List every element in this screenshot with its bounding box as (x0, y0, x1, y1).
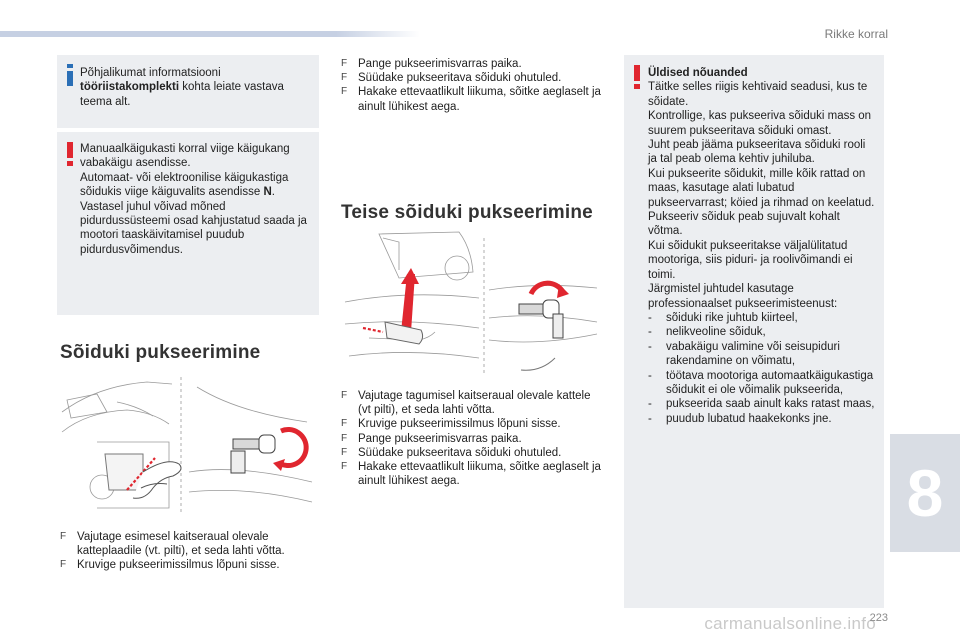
list-item (341, 85, 601, 113)
rear-towing-illustration (339, 228, 601, 378)
list-item-text: nelikveoline sõiduk, (666, 326, 766, 339)
chapter-tab (890, 434, 960, 552)
advice-paragraph: Kontrollige, kas pukseeriva sõiduki mass on suurem pukseeritava sõiduki omast. (648, 110, 872, 137)
list-item (60, 530, 310, 558)
watermark: carmanualsonline.info (704, 614, 876, 633)
chapter-number: 8 (906, 456, 944, 530)
list-item (341, 389, 601, 417)
step-text: Vajutage esimesel kaitseraual olevale katteplaadile (vt. pilti), et seda lahti võtta. (77, 531, 285, 558)
list-item-text: töötava mootoriga automaatkäigukastiga sõidukit ei ole võimalik pukseerida, (666, 369, 874, 396)
list-item (341, 417, 601, 431)
warning-paragraph: Vastasel juhul võivad mõned pidurdussüsteemi osad kahjustatud saada ja mootori taaskäivitamisel puudub pidurdusvõimendus. (80, 200, 307, 256)
warning-box (57, 132, 319, 315)
section-title: Teise sõiduki pukseerimine (341, 202, 593, 223)
general-advice-heading: Üldised nõuanded (648, 67, 748, 79)
step-text: Hakake ettevaatlikult liikuma, sõitke aeglaselt ja ainult lühikest aega. (358, 86, 601, 113)
advice-paragraph: Pukseeriv sõiduk peab sujuvalt kohalt võtma. (648, 211, 840, 238)
list-item (341, 432, 601, 446)
section-title: Sõiduki pukseerimine (60, 342, 261, 363)
step-text: Süüdake pukseeritava sõiduki ohutuled. (358, 72, 562, 85)
advice-paragraph: Järgmistel juhtudel kasutage professionaalset pukseerimisteenust: (648, 283, 838, 310)
info-text-rest: kohta leiate vastava teema alt. (80, 81, 284, 108)
warning-text: . (271, 186, 275, 199)
general-advice-text (648, 66, 876, 426)
warning-paragraph: Manuaalkäigukasti korral viige käigukang vabakäigu asendisse. (80, 143, 290, 170)
list-item-text: sõiduki rike juhtub kiirteel, (666, 311, 798, 324)
warning-icon (634, 65, 640, 89)
step-text: Kruvige pukseerimissilmus lõpuni sisse. (77, 559, 280, 572)
list-item (341, 71, 601, 85)
section2-intro-steps (341, 57, 601, 114)
page-number: 223 (869, 612, 888, 624)
list-item (60, 558, 310, 572)
professional-service-list (648, 311, 876, 426)
dash-marker: - (648, 340, 652, 353)
advice-paragraph: Täitke selles riigis kehtivaid seadusi, kus te sõidate. (648, 81, 868, 108)
list-item (341, 57, 601, 71)
bullet-icon: F (60, 531, 67, 542)
chapter-title: Rikke korral (824, 27, 888, 41)
list-item (341, 446, 601, 460)
dash-marker: - (648, 326, 652, 339)
list-item-text: vabakäigu valimine või seisupiduri rakendamine on võimatu, (666, 340, 840, 368)
list-item-text: pukseerida saab ainult kaks ratast maas, (666, 398, 875, 411)
list-item (648, 369, 876, 398)
list-item (648, 325, 876, 339)
list-item-text: puudub lubatud haakekonks jne. (666, 412, 832, 425)
header-accent-bar (0, 31, 420, 37)
step-text: Pange pukseerimisvarras paika. (358, 58, 522, 70)
bullet-icon: F (341, 446, 348, 458)
warning-paragraph (80, 171, 311, 200)
info-box (57, 55, 319, 128)
warning-text: Automaat- või elektroonilise käigukastiga sõidukis viige käiguvalits asendisse (80, 171, 289, 199)
step-text: Pange pukseerimisvarras paika. (358, 432, 522, 445)
bullet-icon: F (341, 461, 348, 473)
info-text-bold: tööriistakomplekti (80, 81, 180, 94)
dash-marker: - (648, 369, 652, 382)
bullet-icon: F (341, 58, 348, 69)
warning-box-text (80, 142, 311, 257)
advice-paragraph: Kui sõidukit pukseeritakse väljalülitatud mootoriga, siis piduri- ja roolivõimandi ei toimi. (648, 239, 853, 281)
front-towing-illustration (57, 372, 319, 518)
general-advice-box (624, 55, 884, 608)
bullet-icon: F (60, 559, 67, 571)
step-text: Süüdake pukseeritava sõiduki ohutuled. (358, 446, 562, 459)
info-text-line: Põhjalikumat informatsiooni (80, 67, 221, 79)
advice-paragraph: Kui pukseerite sõidukit, mille kõik rattad on maas, kasutage alati lubatud pukseervarrast; köied ja rihmad on keelatud. (648, 167, 875, 209)
list-item (648, 340, 876, 369)
section2-steps (341, 389, 601, 488)
bullet-icon: F (341, 432, 348, 444)
step-text: Hakake ettevaatlikult liikuma, sõitke aeglaselt ja ainult lühikest aega. (358, 461, 601, 488)
advice-paragraph: Juht peab jääma pukseeritava sõiduki rooli ja tal peab olema kehtiv juhiluba. (648, 139, 866, 166)
bullet-icon: F (341, 418, 348, 430)
section1-steps (60, 530, 310, 573)
warning-icon (67, 142, 73, 166)
dash-marker: - (648, 398, 652, 411)
list-item (648, 412, 876, 426)
dash-marker: - (648, 412, 652, 425)
step-text: Kruvige pukseerimissilmus lõpuni sisse. (358, 418, 561, 431)
step-text: Vajutage tagumisel kaitseraual olevale kattele (vt pilti), et seda lahti võtta. (358, 390, 591, 417)
info-icon (67, 64, 73, 86)
dash-marker: - (648, 311, 652, 324)
info-box-text (80, 66, 311, 109)
bullet-icon: F (341, 86, 348, 98)
list-item (648, 311, 876, 325)
bullet-icon: F (341, 72, 348, 84)
gear-position-label: N (263, 186, 272, 199)
list-item (341, 460, 601, 488)
list-item (648, 397, 876, 411)
bullet-icon: F (341, 390, 348, 401)
